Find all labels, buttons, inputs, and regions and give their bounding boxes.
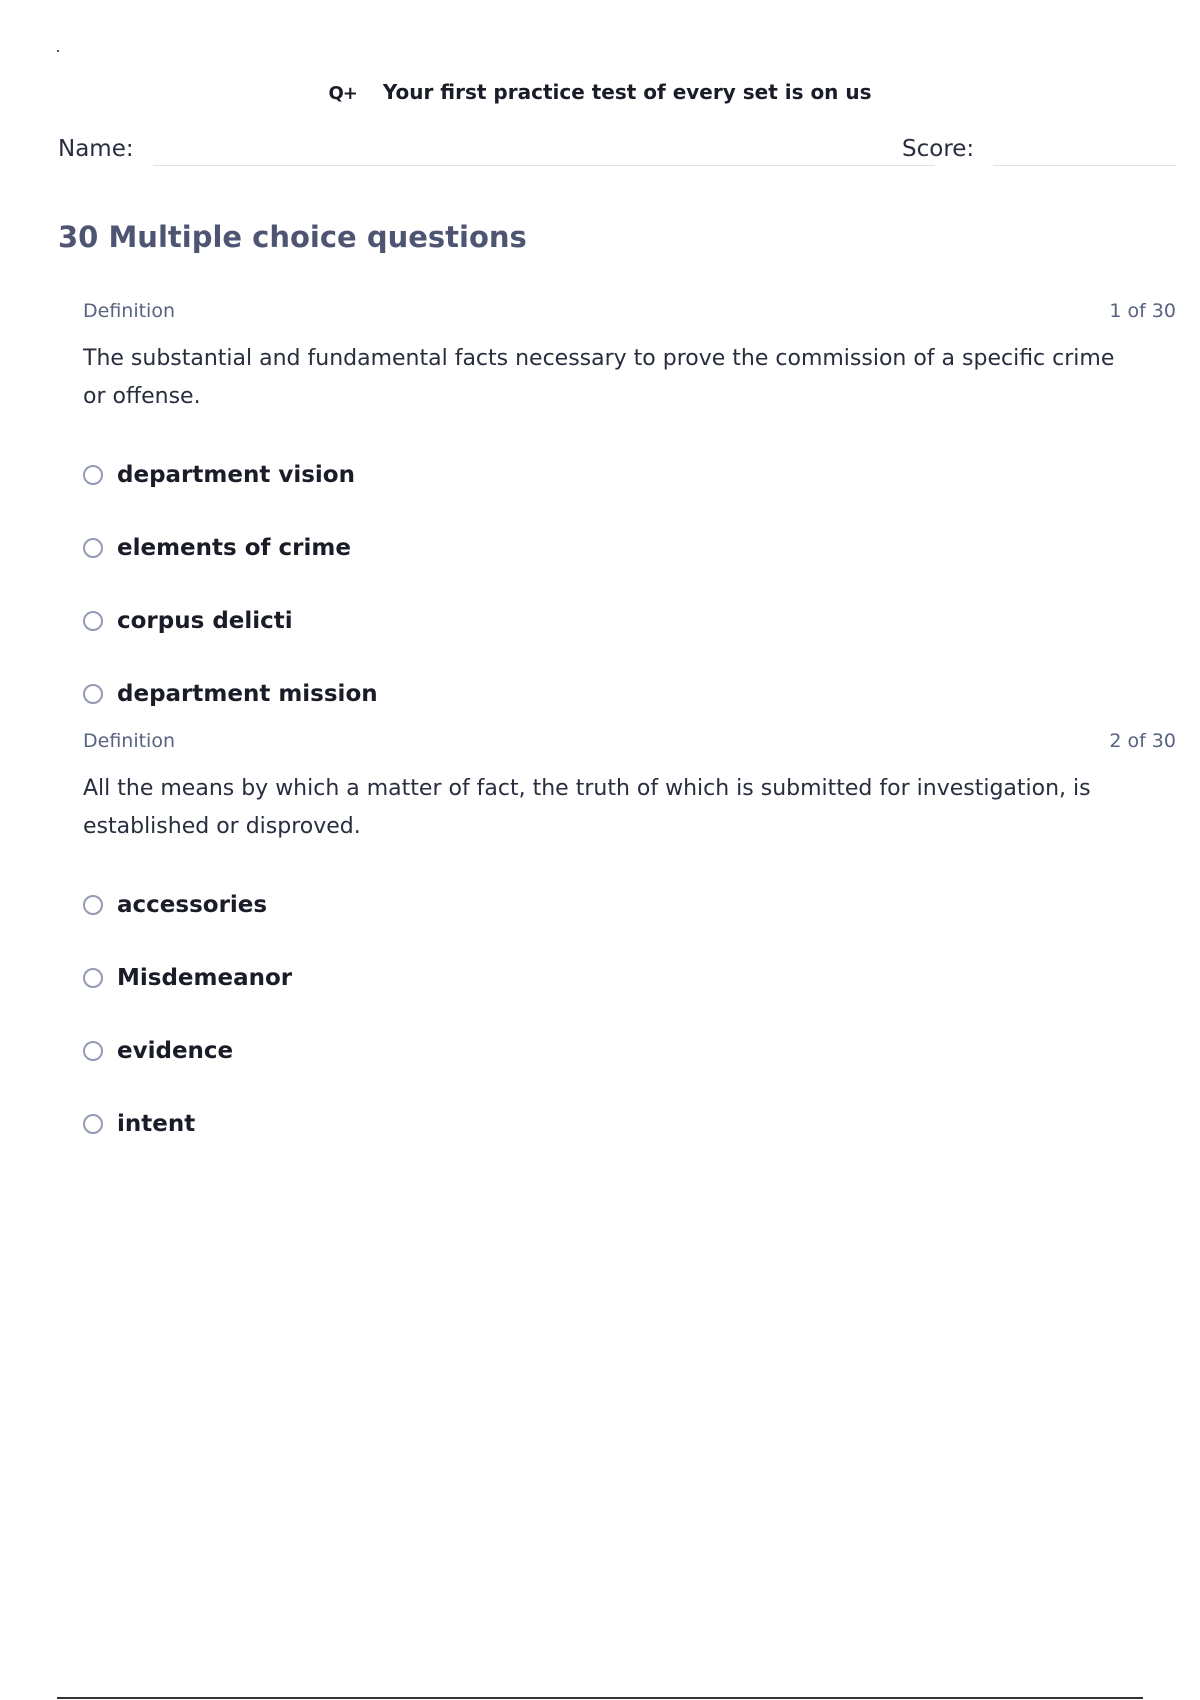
answer-option-label: intent xyxy=(117,1110,196,1137)
answer-option-label: department mission xyxy=(117,680,378,707)
score-field-line xyxy=(993,165,1176,166)
quizlet-plus-icon: Q+ xyxy=(328,83,357,104)
question-1 xyxy=(83,300,1176,730)
answer-option[interactable] xyxy=(83,1014,1176,1087)
radio-button-icon[interactable] xyxy=(83,538,103,558)
answer-option-label: evidence xyxy=(117,1037,234,1064)
answer-option[interactable] xyxy=(83,657,1176,730)
answer-options xyxy=(83,868,1176,1160)
radio-button-icon[interactable] xyxy=(83,611,103,631)
question-prompt: The substantial and fundamental facts necessary to prove the commission of a specific crime or offense. xyxy=(83,346,1115,409)
answer-option[interactable] xyxy=(83,584,1176,657)
page-mark xyxy=(57,50,59,52)
answer-option[interactable] xyxy=(83,438,1176,511)
radio-button-icon[interactable] xyxy=(83,1041,103,1061)
answer-option-label: Misdemeanor xyxy=(117,964,293,991)
answer-option-label: corpus delicti xyxy=(117,607,293,634)
radio-button-icon[interactable] xyxy=(83,465,103,485)
answer-option[interactable] xyxy=(83,511,1176,584)
name-score-row xyxy=(58,132,1176,172)
question-type: Definition xyxy=(83,730,176,752)
question-counter: 1 of 30 xyxy=(1109,300,1176,322)
answer-options xyxy=(83,438,1176,730)
answer-option-label: elements of crime xyxy=(117,534,351,561)
question-prompt: All the means by which a matter of fact, the truth of which is submitted for investigation, is established or disproved. xyxy=(83,776,1091,839)
question-header xyxy=(83,300,1176,326)
name-field-line xyxy=(153,165,935,166)
question-header xyxy=(83,730,1176,756)
question-type: Definition xyxy=(83,300,176,322)
radio-button-icon[interactable] xyxy=(83,968,103,988)
question-2 xyxy=(83,730,1176,1160)
answer-option-label: accessories xyxy=(117,891,268,918)
promo-banner xyxy=(0,80,1200,104)
section-title: 30 Multiple choice questions xyxy=(58,220,527,254)
radio-button-icon[interactable] xyxy=(83,684,103,704)
answer-option[interactable] xyxy=(83,868,1176,941)
page-footer-rule xyxy=(57,1697,1143,1699)
score-label: Score: xyxy=(902,136,975,162)
answer-option-label: department vision xyxy=(117,461,355,488)
radio-button-icon[interactable] xyxy=(83,895,103,915)
answer-option[interactable] xyxy=(83,1087,1176,1160)
radio-button-icon[interactable] xyxy=(83,1114,103,1134)
question-counter: 2 of 30 xyxy=(1109,730,1176,752)
name-label: Name: xyxy=(58,136,134,162)
promo-text: Your first practice test of every set is on us xyxy=(382,80,872,104)
answer-option[interactable] xyxy=(83,941,1176,1014)
